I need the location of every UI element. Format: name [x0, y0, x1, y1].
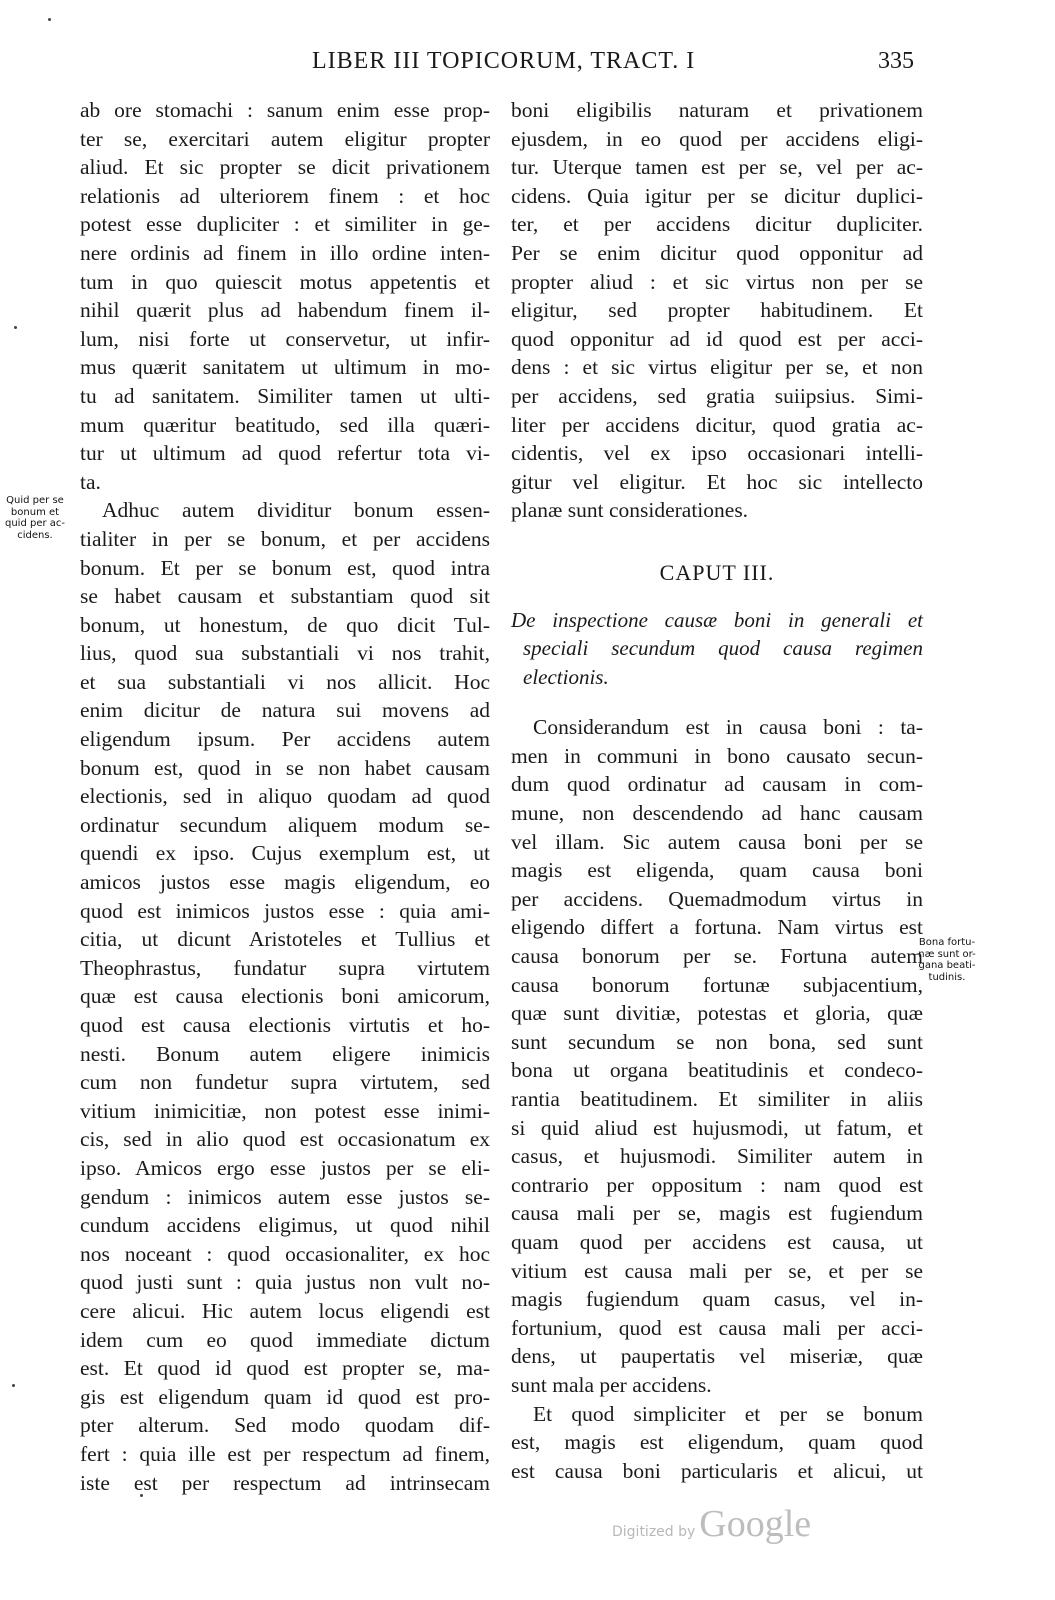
text-line: causa bonorum fortunæ subjacentium,: [511, 972, 923, 997]
chapter-title: CAPUT III.: [659, 559, 775, 585]
text-line: nos noceant : quod occasionaliter, ex hoc: [80, 1241, 490, 1266]
text-line: aliud. Et sic propter se dicit privationem: [80, 155, 490, 180]
page-header: [0, 48, 1055, 78]
text-line: cere alicui. Hic autem locus eligendi est: [80, 1298, 490, 1323]
text-line: quod est inimicos justos esse : quia ami-: [80, 898, 490, 923]
text-line: si quid aliud est hujusmodi, ut fatum, et: [511, 1115, 923, 1140]
chapter-summary-line: speciali secundum quod causa regimen: [523, 636, 923, 661]
margin-note-line: cidens.: [17, 529, 53, 541]
text-line: relationis ad ulteriorem finem : et hoc: [80, 183, 490, 208]
text-line: citia, ut dicunt Aristoteles et Tullius et: [80, 927, 490, 952]
text-line: eligendo differt a fortuna. Nam virtus est: [511, 915, 923, 940]
margin-note-line: gana beati-: [918, 960, 976, 971]
text-line: cum non fundetur supra virtutem, sed: [80, 1070, 490, 1095]
text-line: dens, ut paupertatis vel miseriæ, quæ: [511, 1344, 923, 1369]
text-line: Considerandum est in causa boni : ta-: [533, 715, 923, 740]
text-line: potest esse dupliciter : et similiter in ge-: [80, 212, 490, 237]
text-line: tialiter in per se bonum, et per accidens: [80, 526, 490, 551]
margin-note-line: Quid per se: [6, 495, 64, 506]
text-line: Per se enim dicitur quod opponitur ad: [511, 240, 923, 265]
text-line: est. Et quod id quod est propter se, ma-: [80, 1356, 490, 1381]
text-line: dens : et sic virtus eligitur per se, et non: [511, 355, 923, 380]
text-line: lius, quod sua substantiali vi nos trahit,: [80, 641, 490, 666]
text-line: et sua substantiali vi nos allicit. Hoc: [80, 669, 490, 694]
text-line: ta.: [80, 469, 101, 494]
margin-note-right: [906, 937, 988, 983]
text-line: bona ut organa beatitudinis et condeco-: [511, 1058, 923, 1083]
text-line: per accidens, sed gratia suiipsius. Simi-: [511, 383, 923, 408]
text-line: gendum : inimicos autem esse justos se-: [80, 1184, 490, 1209]
text-line: liter per accidens dicitur, quod gratia ac-: [511, 412, 923, 437]
text-line: sunt secundum se non bona, sed sunt: [511, 1029, 923, 1054]
text-line: nesti. Bonum autem eligere inimicis: [80, 1041, 490, 1066]
text-line: ipso. Amicos ergo esse justos per se eli-: [80, 1155, 490, 1180]
text-line: casus, et hujusmodi. Similiter autem in: [511, 1144, 923, 1169]
text-line: dum quod ordinatur ad causam in com-: [511, 772, 923, 797]
text-line: vitium inimicitiæ, non potest esse inimi-: [80, 1098, 490, 1123]
text-line: quod est causa electionis virtutis et ho-: [80, 1013, 490, 1037]
scan-speck: [12, 1384, 15, 1387]
text-line: bonum, ut honestum, de quo dicit Tul-: [80, 612, 490, 637]
text-line: mus quærit sanitatem ut ultimum in mo-: [80, 355, 490, 380]
text-line: Theophrastus, fundatur supra virtutem: [80, 955, 490, 980]
text-line: ter, et per accidens dicitur dupliciter.: [511, 212, 923, 237]
text-line: cis, sed in alio quod est occasionatum ex: [80, 1127, 490, 1152]
text-line: nihil quærit plus ad habendum finem il-: [80, 298, 490, 323]
text-line: se habet causam et substantiam quod sit: [80, 584, 490, 609]
text-line: eligitur, sed propter habitudinem. Et: [511, 298, 923, 323]
text-line: causa bonorum per se. Fortuna autem: [511, 944, 923, 969]
text-line: planæ sunt considerationes.: [511, 498, 749, 523]
text-line: idem cum eo quod immediate dictum: [80, 1327, 490, 1352]
text-line: men in communi in bono causato secun-: [511, 743, 923, 768]
text-line: cundum accidens eligimus, ut quod nihil: [80, 1213, 490, 1238]
chapter-summary: [511, 606, 923, 692]
text-line: Adhuc autem dividitur bonum essen-: [102, 498, 490, 523]
margin-note-line: tudinis.: [928, 971, 966, 983]
text-line: mum quæritur beatitudo, sed illa quæri-: [80, 412, 490, 437]
chapter-summary-line: De inspectione causæ boni in generali et: [511, 607, 923, 632]
text-line: boni eligibilis naturam et privationem: [511, 98, 923, 122]
margin-note-line: bonum et: [10, 506, 60, 518]
text-line: causa mali per se, magis est fugiendum: [511, 1201, 923, 1226]
text-line: ejusdem, in eo quod per accidens eligi-: [511, 126, 923, 151]
text-line: eligendum ipsum. Per accidens autem: [80, 727, 490, 752]
google-logo: Google: [699, 1503, 812, 1545]
chapter-summary-line: electionis.: [523, 664, 609, 689]
spacer: [511, 691, 923, 713]
text-line: sunt mala per accidens.: [511, 1372, 712, 1397]
watermark-prefix: Digitized by: [612, 1524, 696, 1540]
text-line: magis est eligenda, quam causa boni: [511, 858, 923, 883]
right-column-bottom-text: [511, 713, 923, 1485]
text-line: bonum est, quod in se non habet causam: [80, 755, 490, 780]
text-line: tur. Uterque tamen est per se, vel per ac-: [511, 155, 923, 180]
text-line: cidentis, vel ex ipso occasionari intelli-: [511, 441, 923, 466]
page-number: 335: [878, 48, 914, 74]
margin-note-line: quid per ac-: [4, 518, 65, 529]
scan-speck: [140, 1494, 143, 1497]
text-line: mune, non descendendo ad hanc causam: [511, 801, 923, 826]
text-line: enim dicitur de natura sui movens ad: [80, 698, 490, 723]
margin-note-line: Bona fortu-: [918, 937, 976, 948]
text-line: quendi ex ipso. Cujus exemplum est, ut: [80, 841, 490, 866]
text-line: quæ sunt divitiæ, potestas et gloria, quæ: [511, 1001, 923, 1026]
text-line: magis fugiendum quam casus, vel in-: [511, 1287, 923, 1312]
left-column: [80, 96, 490, 1497]
running-title: LIBER III TOPICORUM, TRACT. I: [312, 48, 696, 74]
text-line: ordinatur secundum aliquem modum se-: [80, 812, 490, 837]
text-line: vel illam. Sic autem causa boni per se: [511, 829, 923, 854]
text-line: cidens. Quia igitur per se dicitur duplici-: [511, 183, 923, 208]
text-line: per accidens. Quemadmodum virtus in: [511, 886, 923, 911]
text-line: bonum. Et per se bonum est, quod intra: [80, 555, 490, 580]
text-line: electionis, sed in aliquo quodam ad quod: [80, 784, 490, 809]
text-line: lum, nisi forte ut conservetur, ut infir-: [80, 326, 490, 351]
text-line: pter alterum. Sed modo quodam dif-: [80, 1413, 490, 1438]
text-line: gis est eligendum quam id quod est pro-: [80, 1384, 490, 1409]
text-line: tum in quo quiescit motus appetentis et: [80, 269, 490, 294]
text-line: ab ore stomachi : sanum enim esse prop-: [80, 98, 490, 122]
text-line: gitur vel eligitur. Et hoc sic intellecto: [511, 469, 923, 494]
right-column: [511, 96, 923, 1485]
margin-note-left: [2, 495, 68, 541]
text-line: quam quod per accidens est causa, ut: [511, 1229, 923, 1254]
text-line: nere ordinis ad finem in illo ordine inten-: [80, 240, 490, 265]
text-line: est, magis est eligendum, quam quod: [511, 1430, 923, 1455]
text-line: est causa boni particularis et alicui, ut: [511, 1458, 923, 1483]
text-line: quod opponitur ad id quod est per acci-: [511, 326, 923, 351]
margin-note-line: næ sunt or-: [918, 948, 976, 960]
text-line: quod justi sunt : quia justus non vult no-: [80, 1270, 490, 1295]
text-line: tu ad sanitatem. Similiter tamen ut ulti-: [80, 383, 490, 408]
text-line: amicos justos esse magis eligendum, eo: [80, 870, 490, 895]
text-line: rantia beatitudinem. Et similiter in aliis: [511, 1087, 923, 1111]
text-line: Et quod simpliciter et per se bonum: [533, 1401, 923, 1426]
text-line: ter se, exercitari autem eligitur propter: [80, 126, 490, 151]
text-line: vitium est causa mali per se, et per se: [511, 1258, 923, 1283]
digitized-by-google-watermark: [612, 1502, 811, 1546]
right-column-top-text: [511, 96, 923, 525]
scan-speck: [48, 18, 51, 21]
text-line: tur ut ultimum ad quod refertur tota vi-: [80, 441, 490, 466]
text-line: iste est per respectum ad intrinsecam: [80, 1470, 490, 1495]
scan-speck: [14, 326, 17, 329]
text-line: fert : quia ille est per respectum ad finem,: [80, 1441, 490, 1466]
text-line: propter aliud : et sic virtus non per se: [511, 269, 923, 294]
text-line: quæ est causa electionis boni amicorum,: [80, 984, 490, 1009]
text-line: fortunium, quod est causa mali per acci-: [511, 1315, 923, 1340]
text-line: contrario per oppositum : nam quod est: [511, 1172, 923, 1197]
